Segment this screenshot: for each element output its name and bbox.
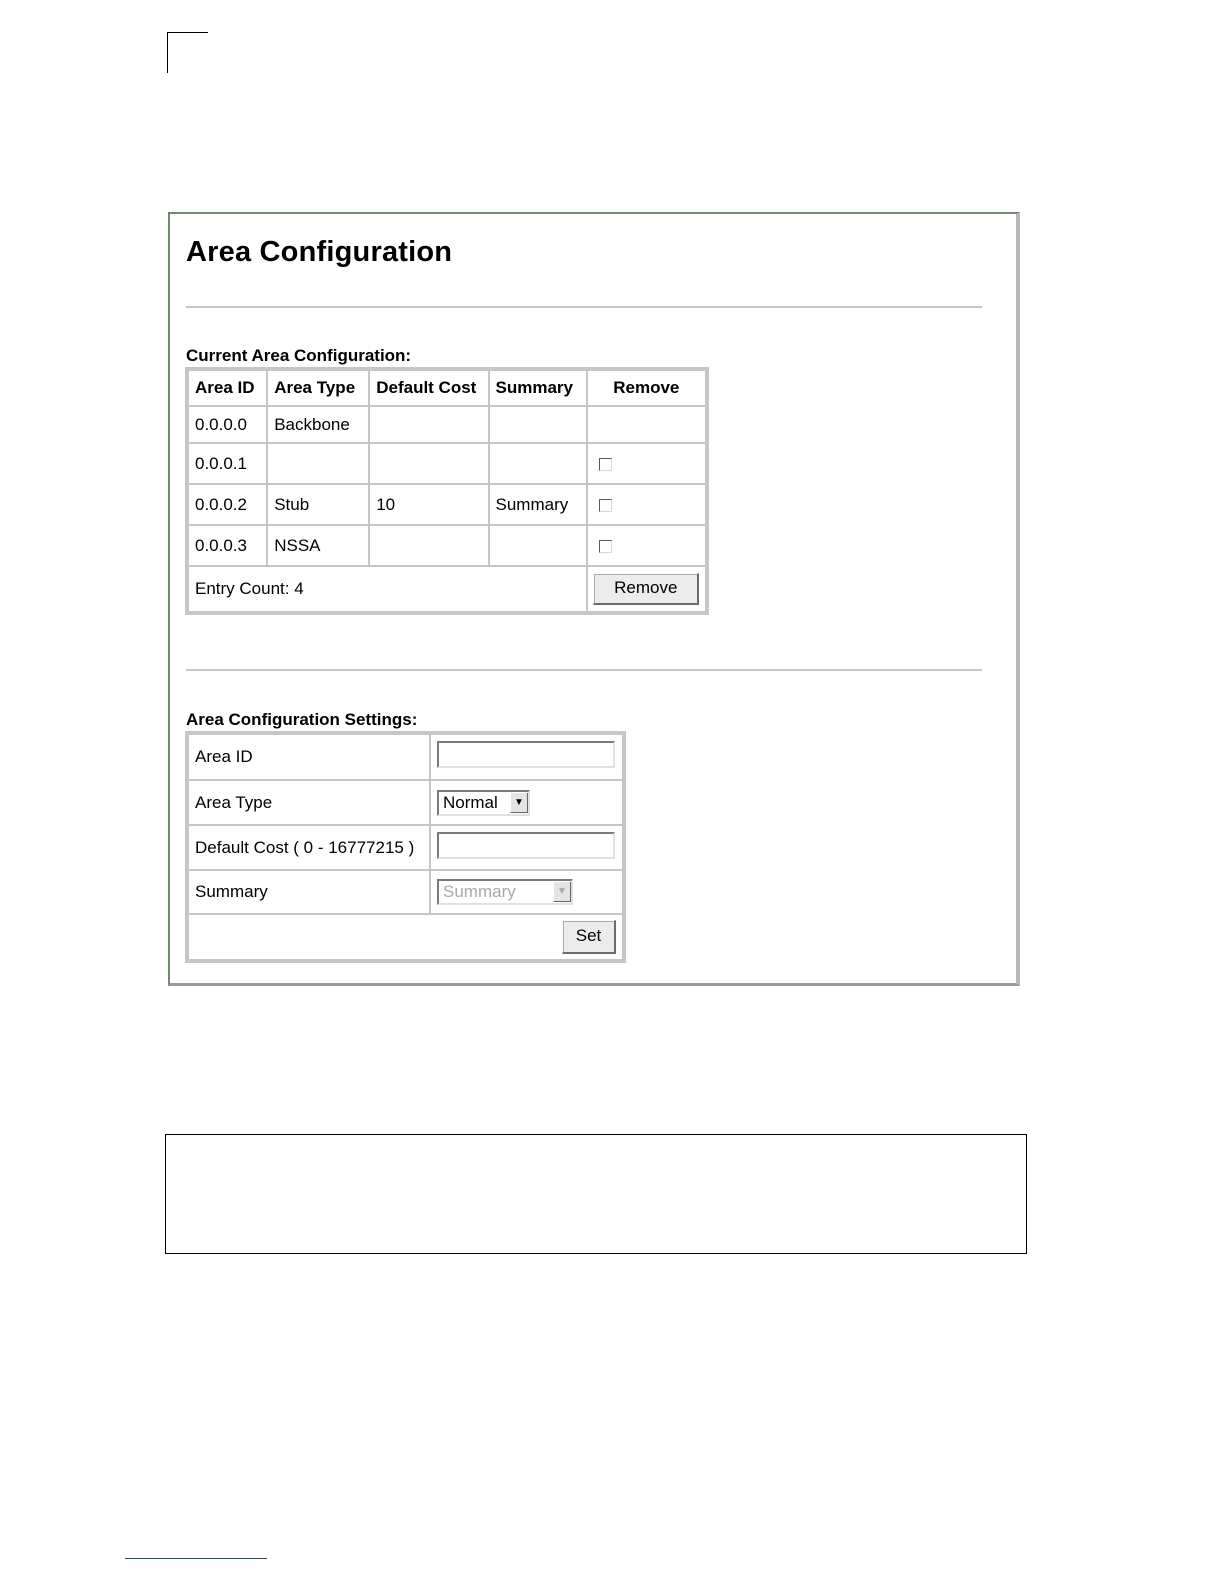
cell-default-cost [369, 443, 488, 484]
remove-checkbox-0.0.0.2[interactable] [599, 499, 612, 512]
default-cost-input[interactable] [437, 832, 615, 859]
separator-top [186, 306, 982, 308]
cell-default-cost [369, 406, 488, 443]
entry-count: Entry Count: 4 [188, 566, 587, 612]
col-header-area-type: Area Type [267, 370, 369, 406]
note-box [165, 1134, 1027, 1254]
table-row [188, 484, 706, 525]
cell-summary: Summary [489, 484, 587, 525]
area-type-label: Area Type [188, 780, 430, 825]
area-type-selected-value: Normal [443, 792, 498, 812]
cell-summary [489, 525, 587, 566]
cell-area-id: 0.0.0.1 [188, 443, 267, 484]
settings-row-area-id [188, 734, 623, 780]
remove-checkbox-0.0.0.1[interactable] [599, 458, 612, 471]
footer-rule [125, 1558, 267, 1559]
table-row [188, 406, 706, 443]
table-row [188, 443, 706, 484]
cell-remove [587, 406, 706, 443]
cell-default-cost [369, 525, 488, 566]
area-id-input-cell [430, 734, 623, 780]
cell-summary [489, 443, 587, 484]
set-button-cell [188, 914, 623, 960]
area-type-select[interactable] [437, 790, 530, 816]
area-configuration-window [168, 212, 1020, 986]
area-settings-table [187, 733, 624, 961]
settings-row-default-cost [188, 825, 623, 870]
cell-area-id: 0.0.0.2 [188, 484, 267, 525]
area-id-input[interactable] [437, 741, 615, 768]
cell-area-id: 0.0.0.0 [188, 406, 267, 443]
col-header-summary: Summary [489, 370, 587, 406]
crop-mark [167, 32, 208, 73]
default-cost-label: Default Cost ( 0 - 16777215 ) [188, 825, 430, 870]
default-cost-input-cell [430, 825, 623, 870]
settings-row-area-type [188, 780, 623, 825]
col-header-default-cost: Default Cost [369, 370, 488, 406]
cell-area-id: 0.0.0.3 [188, 525, 267, 566]
cell-area-type: NSSA [267, 525, 369, 566]
cell-area-type: Stub [267, 484, 369, 525]
page-title: Area Configuration [186, 236, 453, 268]
remove-checkbox-0.0.0.3[interactable] [599, 540, 612, 553]
area-id-label: Area ID [188, 734, 430, 780]
current-area-config-label: Current Area Configuration: [186, 346, 412, 365]
cell-area-type [267, 443, 369, 484]
col-header-remove: Remove [587, 370, 706, 406]
current-area-table [187, 369, 707, 613]
remove-button[interactable]: Remove [593, 573, 699, 605]
cell-default-cost: 10 [369, 484, 488, 525]
cell-area-type: Backbone [267, 406, 369, 443]
chevron-down-icon[interactable]: ▼ [510, 793, 528, 813]
settings-row-actions [188, 914, 623, 960]
table-footer-row [188, 566, 706, 612]
cell-remove [587, 443, 706, 484]
summary-select [437, 879, 573, 905]
settings-row-summary [188, 870, 623, 914]
area-type-select-cell [430, 780, 623, 825]
summary-selected-value: Summary [443, 882, 516, 901]
cell-remove [587, 525, 706, 566]
cell-summary [489, 406, 587, 443]
summary-label: Summary [188, 870, 430, 914]
cell-remove [587, 484, 706, 525]
table-row [188, 525, 706, 566]
separator-bottom [186, 669, 982, 671]
area-config-settings-label: Area Configuration Settings: [186, 710, 418, 729]
table-header-row [188, 370, 706, 406]
summary-select-cell [430, 870, 623, 914]
col-header-area-id: Area ID [188, 370, 267, 406]
set-button[interactable]: Set [562, 920, 616, 954]
chevron-down-icon: ▼ [553, 882, 571, 902]
cell-remove-button [587, 566, 706, 612]
